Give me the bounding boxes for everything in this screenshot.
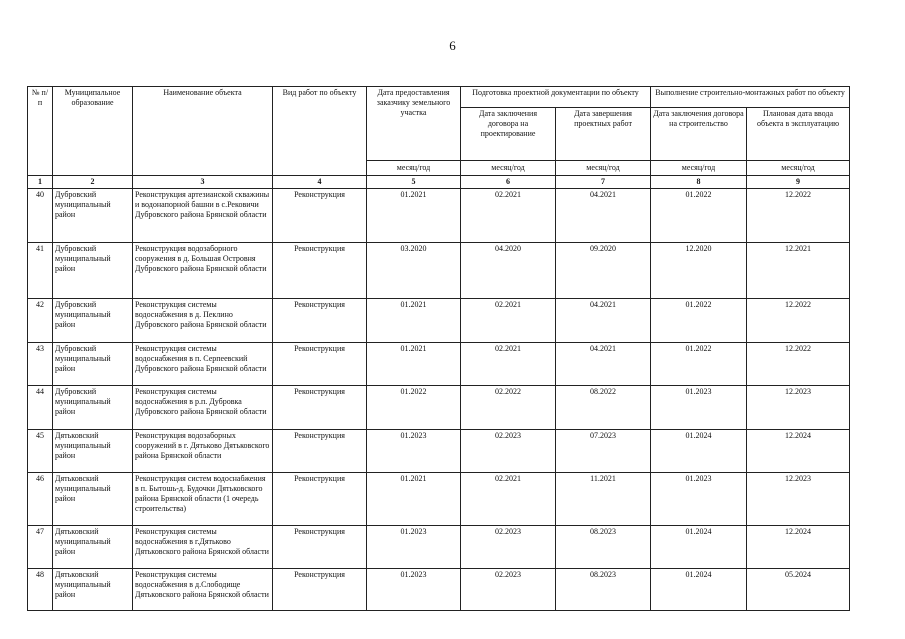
row-municipality: Дятьковский муниципальный район xyxy=(53,569,133,611)
header-land-date: Дата предоставления заказчику земельного участка xyxy=(367,87,461,161)
row-number: 47 xyxy=(28,526,53,569)
row-design-finish: 04.2021 xyxy=(556,299,651,343)
row-municipality: Дубровский муниципальный район xyxy=(53,299,133,343)
row-design-finish: 04.2021 xyxy=(556,343,651,386)
row-commissioning: 05.2024 xyxy=(747,569,850,611)
row-work-type: Реконструкция xyxy=(273,473,367,526)
row-work-type: Реконструкция xyxy=(273,526,367,569)
header-construction-group: Выполнение строительно-монтажных работ по объекту xyxy=(651,87,850,108)
header-municipality: Муниципальное образование xyxy=(53,87,133,176)
row-object: Реконструкция системы водоснабжения в г.Дятьково Дятьковского района Брянской области xyxy=(133,526,273,569)
row-land-date: 01.2021 xyxy=(367,299,461,343)
row-construction-contract: 01.2022 xyxy=(651,343,747,386)
header-work-type: Вид работ по объекту xyxy=(273,87,367,176)
row-number: 40 xyxy=(28,189,53,243)
row-land-date: 01.2021 xyxy=(367,343,461,386)
header-commissioning: Плановая дата ввода объекта в эксплуатацию xyxy=(747,108,850,161)
row-commissioning: 12.2022 xyxy=(747,299,850,343)
row-construction-contract: 01.2023 xyxy=(651,386,747,430)
row-object: Реконструкция артезианской скважины и водонапорной башни в с.Рековичи Дубровского района Брянской области xyxy=(133,189,273,243)
row-commissioning: 12.2022 xyxy=(747,343,850,386)
row-design-contract: 02.2021 xyxy=(461,299,556,343)
row-land-date: 01.2023 xyxy=(367,569,461,611)
header-construction-contract: Дата заключения договора на строительство xyxy=(651,108,747,161)
row-construction-contract: 01.2023 xyxy=(651,473,747,526)
row-work-type: Реконструкция xyxy=(273,299,367,343)
row-object: Реконструкция системы водоснабжения в д.Слободище Дятьковского района Брянской области xyxy=(133,569,273,611)
table-row xyxy=(28,569,850,611)
unit-label: месяц/год xyxy=(556,161,651,176)
column-number: 8 xyxy=(651,176,747,189)
row-design-contract: 04.2020 xyxy=(461,243,556,299)
column-number: 4 xyxy=(273,176,367,189)
column-number: 6 xyxy=(461,176,556,189)
row-number: 42 xyxy=(28,299,53,343)
header-object: Наименование объекта xyxy=(133,87,273,176)
row-work-type: Реконструкция xyxy=(273,189,367,243)
row-work-type: Реконструкция xyxy=(273,343,367,386)
row-commissioning: 12.2023 xyxy=(747,386,850,430)
column-number: 7 xyxy=(556,176,651,189)
row-work-type: Реконструкция xyxy=(273,430,367,473)
row-number: 46 xyxy=(28,473,53,526)
row-design-finish: 08.2023 xyxy=(556,569,651,611)
row-commissioning: 12.2022 xyxy=(747,189,850,243)
row-construction-contract: 01.2022 xyxy=(651,189,747,243)
table-row xyxy=(28,243,850,299)
row-municipality: Дятьковский муниципальный район xyxy=(53,526,133,569)
header-design-finish: Дата завершения проектных работ xyxy=(556,108,651,161)
row-municipality: Дубровский муниципальный район xyxy=(53,243,133,299)
row-object: Реконструкция водозаборного сооружения в д. Большая Островня Дубровского района Брянской области xyxy=(133,243,273,299)
column-number: 1 xyxy=(28,176,53,189)
row-construction-contract: 01.2024 xyxy=(651,430,747,473)
row-number: 48 xyxy=(28,569,53,611)
row-land-date: 01.2023 xyxy=(367,430,461,473)
row-land-date: 03.2020 xyxy=(367,243,461,299)
table-row xyxy=(28,430,850,473)
unit-label: месяц/год xyxy=(747,161,850,176)
row-object: Реконструкция системы водоснабжения в п. Серпеевский Дубровского района Брянской области xyxy=(133,343,273,386)
row-number: 43 xyxy=(28,343,53,386)
row-object: Реконструкция систем водоснабжения в п. Бытошь-д. Будочки Дятьковского района Брянской области (1 очередь строительства) xyxy=(133,473,273,526)
header-design-contract: Дата заключения договора на проектирование xyxy=(461,108,556,161)
row-construction-contract: 01.2024 xyxy=(651,569,747,611)
row-design-contract: 02.2022 xyxy=(461,386,556,430)
row-design-contract: 02.2023 xyxy=(461,430,556,473)
row-land-date: 01.2021 xyxy=(367,473,461,526)
row-object: Реконструкция водозаборных сооружений в г. Дятьково Дятьковского района Брянской области xyxy=(133,430,273,473)
row-design-contract: 02.2021 xyxy=(461,473,556,526)
row-work-type: Реконструкция xyxy=(273,243,367,299)
column-number: 5 xyxy=(367,176,461,189)
table-row xyxy=(28,299,850,343)
row-land-date: 01.2022 xyxy=(367,386,461,430)
row-number: 45 xyxy=(28,430,53,473)
row-construction-contract: 12.2020 xyxy=(651,243,747,299)
row-design-contract: 02.2023 xyxy=(461,526,556,569)
unit-label: месяц/год xyxy=(651,161,747,176)
row-design-finish: 09.2020 xyxy=(556,243,651,299)
row-municipality: Дятьковский муниципальный район xyxy=(53,473,133,526)
row-design-finish: 04.2021 xyxy=(556,189,651,243)
column-number: 3 xyxy=(133,176,273,189)
row-commissioning: 12.2024 xyxy=(747,526,850,569)
row-land-date: 01.2021 xyxy=(367,189,461,243)
row-municipality: Дятьковский муниципальный район xyxy=(53,430,133,473)
row-design-finish: 11.2021 xyxy=(556,473,651,526)
row-design-finish: 07.2023 xyxy=(556,430,651,473)
table-row xyxy=(28,386,850,430)
column-number: 9 xyxy=(747,176,850,189)
construction-schedule-table xyxy=(27,86,850,611)
table-row xyxy=(28,473,850,526)
unit-label: месяц/год xyxy=(461,161,556,176)
row-construction-contract: 01.2024 xyxy=(651,526,747,569)
column-number-row xyxy=(28,176,850,189)
row-commissioning: 12.2023 xyxy=(747,473,850,526)
table-row xyxy=(28,343,850,386)
row-work-type: Реконструкция xyxy=(273,569,367,611)
row-commissioning: 12.2024 xyxy=(747,430,850,473)
row-object: Реконструкция системы водоснабжения в д. Пеклино Дубровского района Брянской области xyxy=(133,299,273,343)
header-num: № п/п xyxy=(28,87,53,176)
row-commissioning: 12.2021 xyxy=(747,243,850,299)
row-municipality: Дубровский муниципальный район xyxy=(53,386,133,430)
table-row xyxy=(28,189,850,243)
header-design-group: Подготовка проектной документации по объекту xyxy=(461,87,651,108)
row-design-finish: 08.2023 xyxy=(556,526,651,569)
row-design-contract: 02.2021 xyxy=(461,189,556,243)
page-number: 6 xyxy=(449,38,456,53)
row-municipality: Дубровский муниципальный район xyxy=(53,189,133,243)
row-design-contract: 02.2021 xyxy=(461,343,556,386)
row-construction-contract: 01.2022 xyxy=(651,299,747,343)
row-work-type: Реконструкция xyxy=(273,386,367,430)
unit-label: месяц/год xyxy=(367,161,461,176)
row-design-finish: 08.2022 xyxy=(556,386,651,430)
row-object: Реконструкция системы водоснабжения в р.п. Дубровка Дубровского района Брянской области xyxy=(133,386,273,430)
row-design-contract: 02.2023 xyxy=(461,569,556,611)
row-number: 44 xyxy=(28,386,53,430)
row-number: 41 xyxy=(28,243,53,299)
table-row xyxy=(28,526,850,569)
column-number: 2 xyxy=(53,176,133,189)
row-municipality: Дубровский муниципальный район xyxy=(53,343,133,386)
row-land-date: 01.2023 xyxy=(367,526,461,569)
